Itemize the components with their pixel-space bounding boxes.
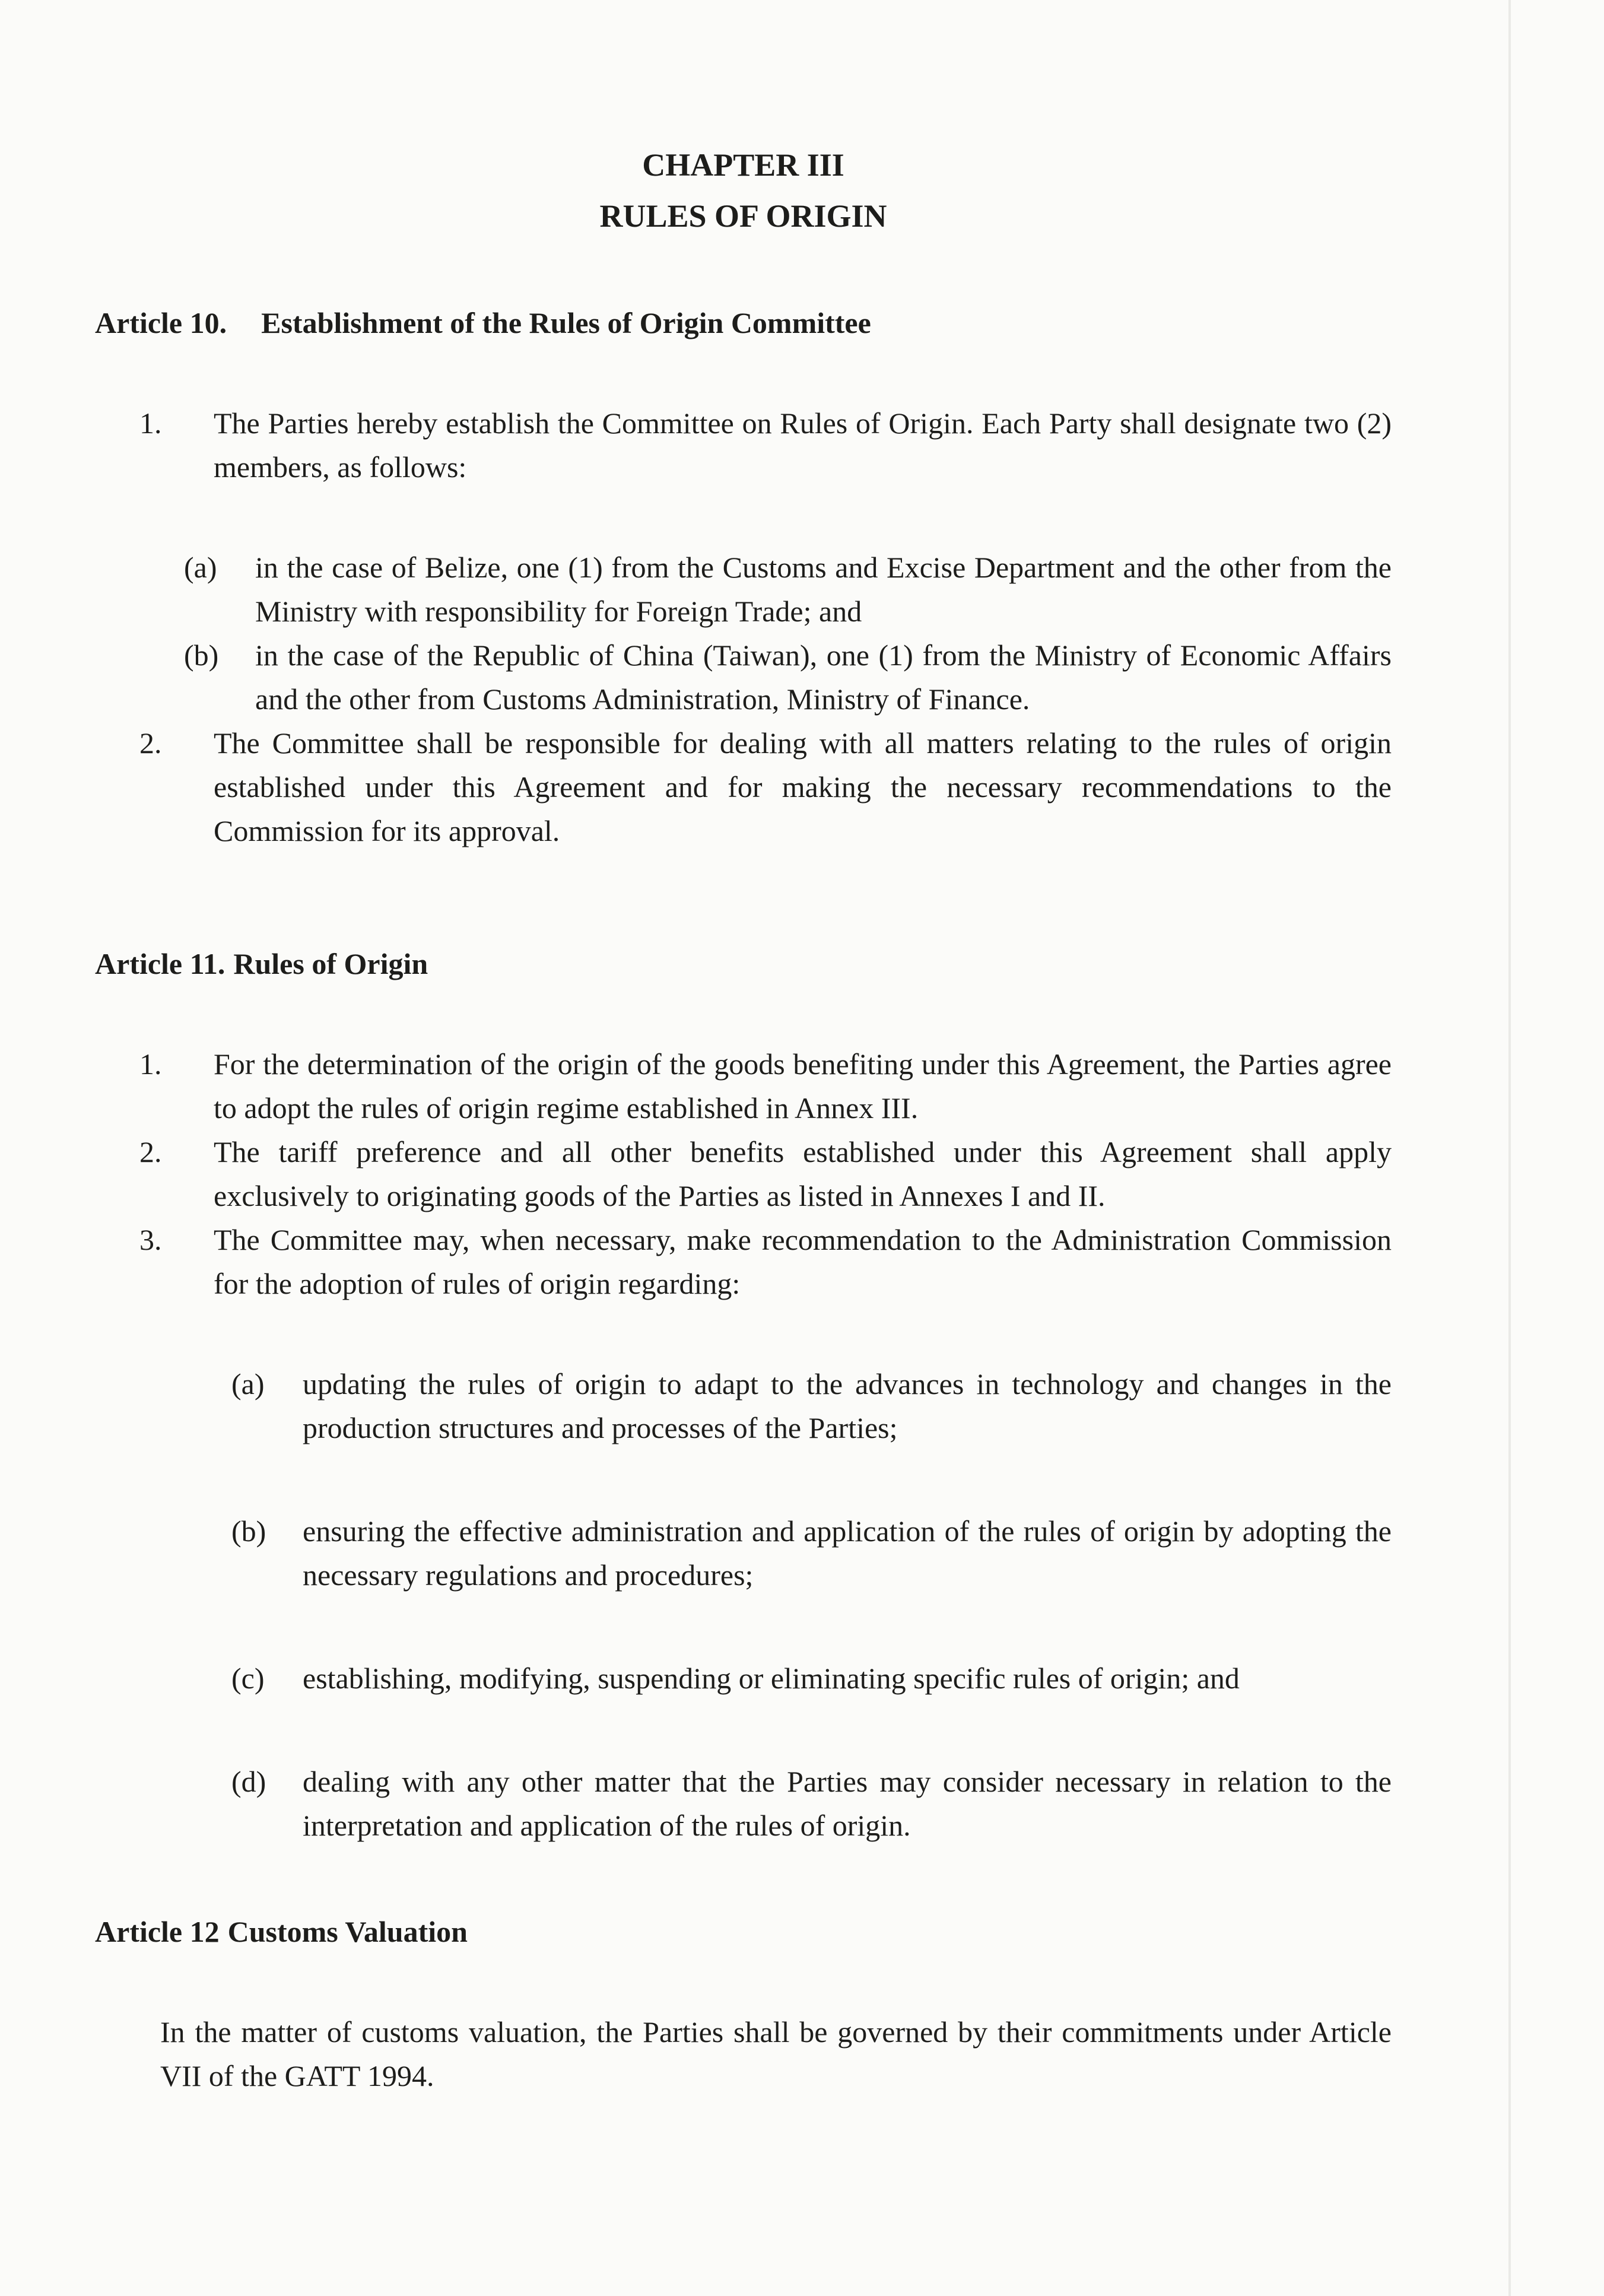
article-12-title: Customs Valuation — [227, 1915, 468, 1948]
article-12-section — [95, 1910, 1392, 2098]
article-11-number: Article 11. — [95, 947, 225, 980]
article-10-number: Article 10. — [95, 306, 227, 339]
article-11-section — [95, 942, 1392, 1847]
article-11-subitem-a — [95, 1362, 1392, 1450]
article-11-subitem-b — [95, 1509, 1392, 1597]
item-marker: 3. — [139, 1223, 162, 1256]
item-marker: (d) — [231, 1765, 266, 1798]
article-11-item-2 — [95, 1130, 1392, 1218]
article-11-item-3 — [95, 1218, 1392, 1306]
article-12-number: Article 12 — [95, 1915, 220, 1948]
article-12-paragraph — [95, 2010, 1392, 2098]
item-text: For the determination of the origin of the goods benefiting under this Agreement, the Parties agree to adopt the rules of origin regime established in Annex III. — [214, 1047, 1392, 1125]
item-text: ensuring the effective administration and application of the rules of origin by adopting the necessary regulations and procedures; — [303, 1514, 1392, 1592]
article-11-title: Rules of Origin — [233, 947, 428, 980]
article-12-heading — [95, 1910, 1392, 1954]
item-marker: (b) — [184, 639, 219, 672]
item-text: The Parties hereby establish the Committee on Rules of Origin. Each Party shall designate two (2) members, as follows: — [214, 407, 1392, 484]
item-marker: 2. — [139, 1135, 162, 1168]
article-10-item-2 — [95, 721, 1392, 853]
item-text: establishing, modifying, suspending or eliminating specific rules of origin; and — [303, 1662, 1240, 1695]
item-text: The Committee shall be responsible for dealing with all matters relating to the rules of origin established under this Agreement and for making the necessary recommendations to the Commission for its approval. — [214, 726, 1392, 847]
item-text: in the case of Belize, one (1) from the Customs and Excise Department and the other from the Ministry with responsibility for Foreign Trade; and — [255, 551, 1392, 628]
item-marker: 1. — [139, 407, 162, 440]
scan-edge-artifact — [1508, 0, 1511, 2296]
item-text: updating the rules of origin to adapt to the advances in technology and changes in the production structures and processes of the Parties; — [303, 1367, 1392, 1444]
item-text: The Committee may, when necessary, make recommendation to the Administration Commission for the adoption of rules of origin regarding: — [214, 1223, 1392, 1300]
item-text: The tariff preference and all other benefits established under this Agreement shall apply exclusively to originating goods of the Parties as listed in Annexes I and II. — [214, 1135, 1392, 1212]
article-10-title: Establishment of the Rules of Origin Committee — [261, 306, 871, 339]
article-10-subitem-a — [95, 545, 1392, 633]
item-marker: (b) — [231, 1514, 266, 1548]
article-11-item-1 — [95, 1042, 1392, 1130]
item-marker: 2. — [139, 726, 162, 760]
item-text: in the case of the Republic of China (Taiwan), one (1) from the Ministry of Economic Affairs and the other from Customs Administration, Ministry of Finance. — [255, 639, 1392, 716]
article-10-heading — [95, 301, 1392, 345]
chapter-title — [95, 139, 1392, 242]
article-11-subitem-d — [95, 1760, 1392, 1847]
item-text: In the matter of customs valuation, the Parties shall be governed by their commitments under Article VII of the GATT 1994. — [160, 2015, 1392, 2092]
article-10-section — [95, 301, 1392, 853]
chapter-name-line: RULES OF ORIGIN — [599, 198, 887, 234]
item-marker: 1. — [139, 1047, 162, 1081]
article-11-subitem-c — [95, 1656, 1392, 1700]
chapter-number-line: CHAPTER III — [642, 147, 844, 183]
item-marker: (a) — [184, 551, 217, 584]
article-10-item-1 — [95, 401, 1392, 489]
item-text: dealing with any other matter that the Parties may consider necessary in relation to the interpretation and application of the rules of origin. — [303, 1765, 1392, 1842]
item-marker: (a) — [231, 1367, 265, 1401]
item-marker: (c) — [231, 1662, 265, 1695]
article-11-heading — [95, 942, 1392, 986]
article-10-subitem-b — [95, 633, 1392, 721]
